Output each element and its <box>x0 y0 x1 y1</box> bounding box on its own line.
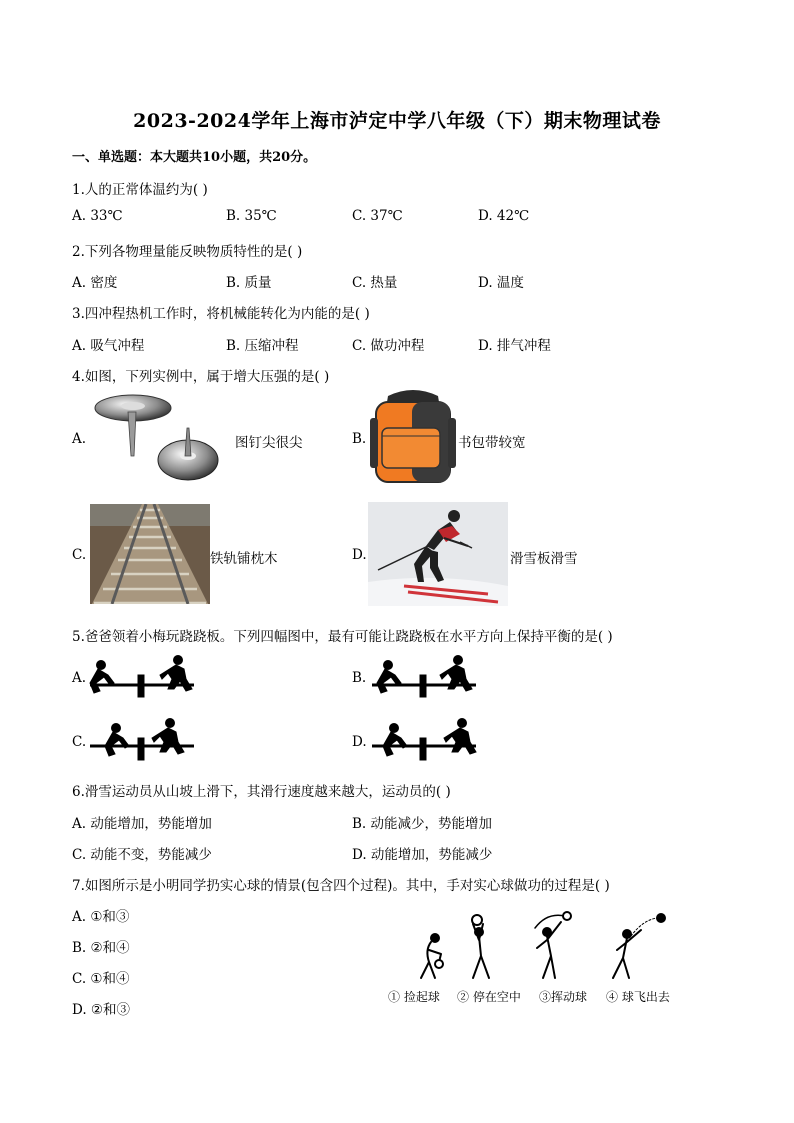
question-2-stem: 2.下列各物理量能反映物质特性的是( ) <box>72 244 303 260</box>
seesaw-figure-a <box>86 655 198 699</box>
throw-caption-3: ③挥动球 <box>539 990 588 1004</box>
question-4-label-a: A. <box>72 431 87 447</box>
question-7-option-d: D. ②和③ <box>72 1002 131 1018</box>
question-3-option-d: D. 排气冲程 <box>478 338 551 354</box>
question-1-option-b: B. 35℃ <box>226 208 277 224</box>
question-6-option-b: B. 动能减少，势能增加 <box>352 816 493 832</box>
skier-image <box>368 502 508 606</box>
question-3-option-a: A. 吸气冲程 <box>72 338 145 354</box>
railway-track-image <box>90 504 210 604</box>
question-2-option-a: A. 密度 <box>72 275 118 291</box>
seesaw-figure-d <box>368 718 480 762</box>
question-4-stem: 4.如图，下列实例中，属于增大压强的是( ) <box>72 369 330 385</box>
question-7-option-b: B. ②和④ <box>72 940 130 956</box>
question-1-option-c: C. 37℃ <box>352 208 403 224</box>
question-4-label-d: D. <box>352 547 367 563</box>
question-4-caption-c: 铁轨铺枕木 <box>210 551 278 567</box>
question-7-stem: 7.如图所示是小明同学扔实心球的情景(包含四个过程)。其中，手对实心球做功的过程是( ) <box>72 878 610 894</box>
question-5-label-c: C. <box>72 734 87 750</box>
seesaw-figure-c <box>86 718 198 762</box>
question-1-stem: 1.人的正常体温约为( ) <box>72 182 208 198</box>
question-4-caption-a: 图钉尖很尖 <box>235 435 303 451</box>
question-6-option-d: D. 动能增加，势能减少 <box>352 847 493 863</box>
question-4-caption-d: 滑雪板滑雪 <box>510 551 578 567</box>
question-7-option-c: C. ①和④ <box>72 971 130 987</box>
thumbtack-image <box>88 390 233 486</box>
question-4-label-b: B. <box>352 431 367 447</box>
throw-caption-4: ④ 球飞出去 <box>606 990 670 1004</box>
question-3-option-c: C. 做功冲程 <box>352 338 425 354</box>
question-3-stem: 3.四冲程热机工作时，将机械能转化为内能的是( ) <box>72 306 370 322</box>
ball-throw-figure <box>395 910 685 988</box>
question-2-option-d: D. 温度 <box>478 275 524 291</box>
question-6-option-c: C. 动能不变，势能减少 <box>72 847 212 863</box>
throw-caption-2: ② 停在空中 <box>457 990 521 1004</box>
question-5-label-a: A. <box>72 670 87 686</box>
question-6-stem: 6.滑雪运动员从山坡上滑下，其滑行速度越来越大，运动员的( ) <box>72 784 451 800</box>
question-5-label-b: B. <box>352 670 367 686</box>
question-3-option-b: B. 压缩冲程 <box>226 338 299 354</box>
question-1-option-d: D. 42℃ <box>478 208 530 224</box>
question-4-caption-b: 书包带较宽 <box>458 435 526 451</box>
throw-caption-1: ① 捡起球 <box>388 990 440 1004</box>
question-7-option-a: A. ①和③ <box>72 909 130 925</box>
question-5-stem: 5.爸爸领着小梅玩跷跷板。下列四幅图中，最有可能让跷跷板在水平方向上保持平衡的是( ) <box>72 629 613 645</box>
question-4-label-c: C. <box>72 547 87 563</box>
question-2-option-c: C. 热量 <box>352 275 398 291</box>
backpack-image <box>368 388 458 488</box>
page-title: 2023-2024学年上海市泸定中学八年级（下）期末物理试卷 <box>133 110 661 132</box>
question-2-option-b: B. 质量 <box>226 275 272 291</box>
question-1-option-a: A. 33℃ <box>72 208 123 224</box>
question-5-label-d: D. <box>352 734 367 750</box>
section-heading: 一、单选题：本大题共10小题，共20分。 <box>72 150 317 165</box>
question-6-option-a: A. 动能增加，势能增加 <box>72 816 212 832</box>
seesaw-figure-b <box>368 655 480 699</box>
